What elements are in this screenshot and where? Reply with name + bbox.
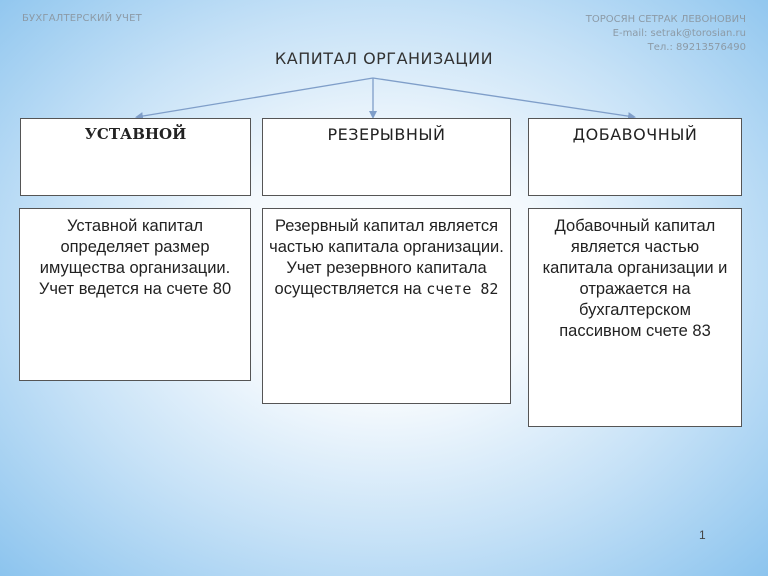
description-box-ustavnoy bbox=[19, 208, 251, 381]
category-box-dobavochny bbox=[528, 118, 742, 196]
author-phone: Тел.: 89213576490 bbox=[647, 42, 746, 53]
category-box-rezervny bbox=[262, 118, 511, 196]
description-text-account: счете 82 bbox=[426, 280, 499, 298]
author-email: E-mail: setrak@torosian.ru bbox=[612, 28, 746, 39]
description-box-rezervny bbox=[262, 208, 511, 404]
category-box-ustavnoy bbox=[20, 118, 251, 196]
page-title: КАПИТАЛ ОРГАНИЗАЦИИ bbox=[274, 49, 494, 68]
course-title: БУХГАЛТЕРСКИЙ УЧЕТ bbox=[22, 13, 142, 24]
description-text: Уставной капитал определяет размер имущества организации. Учет ведется на счете 80 bbox=[38, 217, 232, 298]
category-heading: РЕЗЕРЫВНЫЙ bbox=[327, 125, 446, 144]
description-text: Резервный капитал является частью капитала организации. Учет резервного капитала осуществляется на bbox=[269, 217, 504, 298]
description-text: Добавочный капитал является частью капитала организации и отражается на бухгалтерском пассивном счете 83 bbox=[542, 217, 728, 340]
category-heading: ДОБАВОЧНЫЙ bbox=[572, 125, 698, 144]
page-number: 1 bbox=[699, 528, 706, 542]
arrow-to-dobavochny bbox=[373, 78, 634, 117]
description-box-dobavochny bbox=[528, 208, 742, 427]
author-name: ТОРОСЯН СЕТРАК ЛЕВОНОВИЧ bbox=[585, 14, 746, 25]
arrow-to-ustavnoy bbox=[137, 78, 373, 117]
category-heading: УСТАВНОЙ bbox=[84, 125, 187, 143]
